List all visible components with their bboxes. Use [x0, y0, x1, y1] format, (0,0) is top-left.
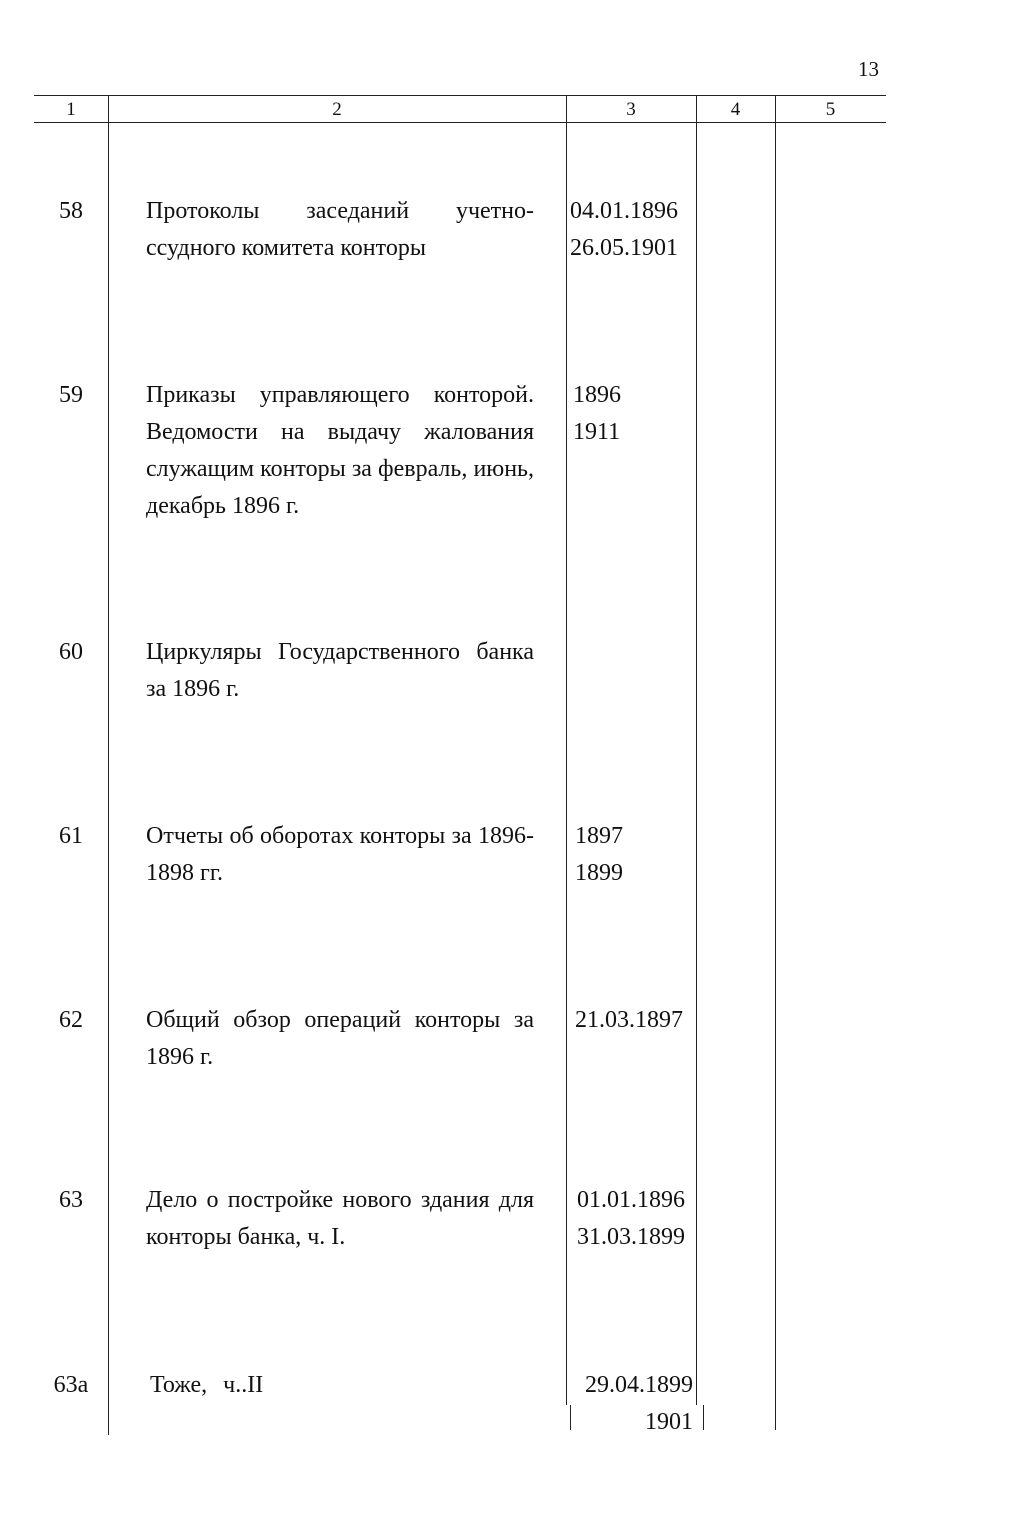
column-header-3: 3: [626, 99, 636, 120]
table-top-rule: [34, 95, 886, 96]
column-divider-4: [775, 95, 776, 1430]
column-divider-3-tail: [703, 1405, 704, 1430]
date-end: 1911: [573, 419, 621, 445]
table-row-dates: [577, 1367, 693, 1441]
date-start: 1897: [575, 823, 623, 849]
date-end: 31.03.1899: [577, 1224, 685, 1250]
table-row-number: 62: [59, 1007, 83, 1033]
date-end: 1899: [575, 860, 623, 886]
page-number: 13: [858, 57, 879, 81]
table-row-dates: [575, 1002, 697, 1039]
table-row-number: 58: [59, 198, 83, 224]
table-row-number: 63а: [53, 1372, 89, 1398]
header-bottom-rule: [34, 122, 886, 123]
date-start: 1896: [573, 382, 621, 408]
column-header-5: 5: [825, 99, 836, 120]
table-row-dates: [575, 818, 697, 892]
table-row-title: Дело о постройке нового здания для конторы банка, ч. I.: [146, 1187, 534, 1250]
table-row-dates: [573, 377, 695, 451]
column-divider-1: [108, 95, 109, 1435]
date-end: 26.05.1901: [570, 235, 678, 261]
date-end: 1901: [645, 1409, 693, 1435]
date-start: 04.01.1896: [570, 198, 678, 224]
column-header-4: 4: [730, 99, 741, 120]
table-row-title: Отчеты об оборотах конторы за 1896-1898 гг.: [146, 823, 534, 886]
table-row-title: Тоже, ч..II: [150, 1372, 264, 1398]
column-header-2: 2: [332, 99, 342, 120]
table-row-dates: [570, 193, 692, 267]
table-row-number: 61: [59, 823, 83, 849]
table-row-title: Общий обзор операций конторы за 1896 г.: [146, 1007, 534, 1070]
date-start: 21.03.1897: [575, 1007, 683, 1033]
date-start: 01.01.1896: [577, 1187, 685, 1213]
table-row-title: Протоколы заседаний учетно-ссудного комитета конторы: [146, 198, 534, 261]
date-start: 29.04.1899: [585, 1372, 693, 1398]
column-divider-2-tail: [570, 1405, 571, 1430]
table-row-number: 60: [59, 639, 83, 665]
table-row-dates: [577, 1182, 699, 1256]
table-row-title: Приказы управляющего конторой. Ведомости на выдачу жалования служащим конторы за февраль, июнь, декабрь 1896 г.: [146, 382, 534, 519]
table-row-number: 63: [59, 1187, 83, 1213]
column-divider-2: [566, 95, 567, 1405]
column-header-1: 1: [66, 99, 76, 120]
table-row-number: 59: [59, 382, 83, 408]
table-row-title: Циркуляры Государственного банка за 1896 г.: [146, 639, 534, 702]
